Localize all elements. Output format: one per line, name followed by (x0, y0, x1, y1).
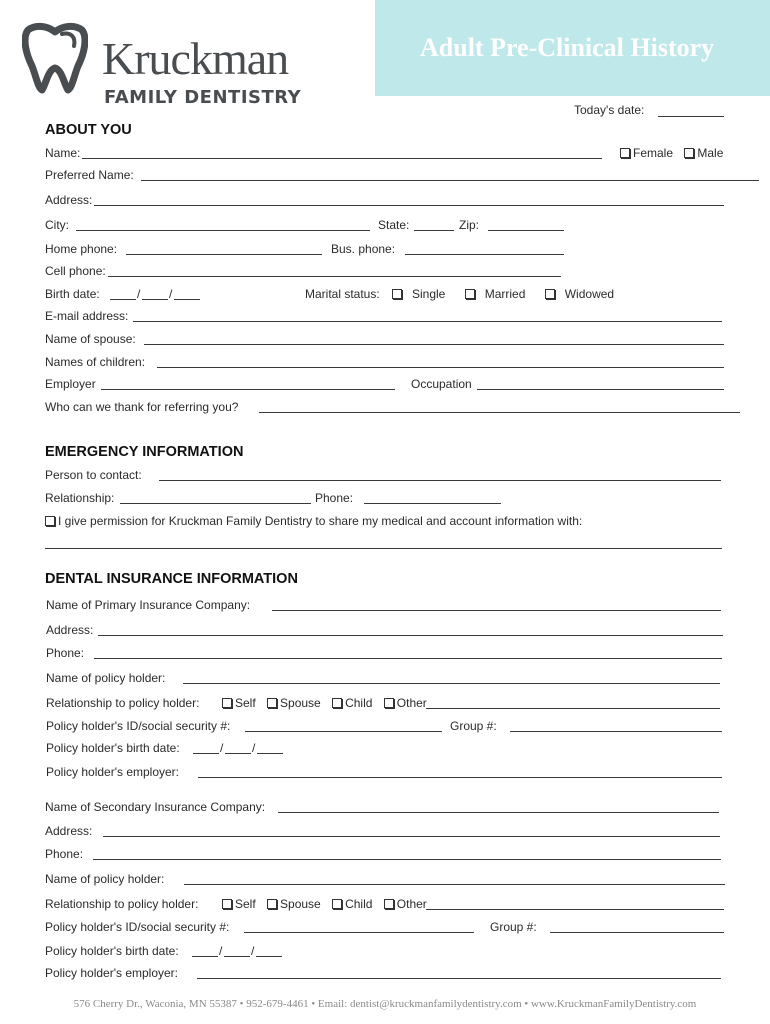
state-label: State: (378, 218, 410, 232)
primary-spouse-label: Spouse (280, 696, 321, 710)
brand-name: Kruckman (102, 33, 289, 84)
primary-self-label: Self (235, 696, 256, 710)
children-label: Names of children: (45, 355, 146, 369)
primary-other-label: Other (396, 696, 427, 710)
spouse-field[interactable] (144, 344, 724, 345)
permission-text: I give permission for Kruckman Family Dentistry to share my medical and account information with: (58, 514, 583, 528)
primary-self-checkbox[interactable] (222, 698, 232, 708)
married-checkbox[interactable] (465, 289, 475, 299)
referral-field[interactable] (259, 412, 740, 413)
secondary-id-field[interactable] (244, 932, 474, 933)
brand-subtitle: FAMILY DENTISTRY (104, 87, 302, 108)
female-label: Female (633, 146, 674, 160)
primary-phone-field[interactable] (94, 658, 722, 659)
primary-address-label: Address: (46, 623, 94, 637)
secondary-other-checkbox[interactable] (384, 899, 394, 909)
permission-row (45, 514, 582, 528)
address-field[interactable] (94, 205, 724, 206)
emergency-phone-label: Phone: (315, 491, 354, 505)
primary-id-label: Policy holder's ID/social security #: (46, 719, 231, 733)
primary-group-label: Group #: (450, 719, 497, 733)
footer-contact: 576 Cherry Dr., Waconia, MN 55387 • 952-679-4461 • Email: dentist@kruckmanfamilydentistry.com • www.KruckmanFamilyDentistry.com (73, 998, 697, 1010)
secondary-self-checkbox[interactable] (222, 899, 232, 909)
todays-date-label: Today's date: (574, 103, 645, 117)
birth-date-slash-2: / (169, 287, 173, 301)
state-field[interactable] (414, 230, 454, 231)
city-label: City: (45, 218, 69, 232)
secondary-employer-field[interactable] (197, 978, 721, 979)
todays-date-field[interactable] (658, 116, 724, 117)
preferred-name-label: Preferred Name: (45, 168, 134, 182)
primary-company-field[interactable] (272, 610, 721, 611)
primary-employer-label: Policy holder's employer: (46, 765, 180, 779)
name-label: Name: (45, 146, 81, 160)
zip-field[interactable] (488, 230, 564, 231)
permission-field[interactable] (45, 548, 722, 549)
permission-checkbox[interactable] (45, 516, 55, 526)
emergency-heading: EMERGENCY INFORMATION (45, 444, 244, 460)
primary-child-checkbox[interactable] (332, 698, 342, 708)
occupation-label: Occupation (411, 377, 472, 391)
about-heading: ABOUT YOU (45, 122, 132, 138)
secondary-address-field[interactable] (103, 836, 720, 837)
preferred-name-field[interactable] (141, 180, 759, 181)
emergency-phone-field[interactable] (364, 503, 501, 504)
secondary-spouse-label: Spouse (280, 897, 321, 911)
birth-date-slash-1: / (137, 287, 141, 301)
primary-company-label: Name of Primary Insurance Company: (46, 598, 251, 612)
primary-phone-label: Phone: (46, 646, 85, 660)
zip-label: Zip: (459, 218, 480, 232)
secondary-relationship-label: Relationship to policy holder: (45, 897, 199, 911)
secondary-company-field[interactable] (278, 812, 719, 813)
secondary-group-field[interactable] (550, 932, 724, 933)
secondary-other-label: Other (396, 897, 427, 911)
cell-phone-field[interactable] (108, 276, 561, 277)
secondary-spouse-checkbox[interactable] (267, 899, 277, 909)
married-label: Married (484, 287, 526, 301)
male-label: Male (697, 146, 724, 160)
employer-field[interactable] (101, 389, 395, 390)
female-checkbox[interactable] (620, 148, 630, 158)
contact-label: Person to contact: (45, 468, 142, 482)
secondary-holder-field[interactable] (184, 884, 725, 885)
emergency-relationship-label: Relationship: (45, 491, 115, 505)
secondary-child-checkbox[interactable] (332, 899, 342, 909)
primary-birth-label: Policy holder's birth date: (46, 741, 180, 755)
secondary-child-label: Child (345, 897, 373, 911)
gender-options (620, 146, 723, 160)
widowed-label: Widowed (564, 287, 615, 301)
primary-birth-slash-2: / (252, 741, 256, 755)
single-checkbox[interactable] (392, 289, 402, 299)
primary-child-label: Child (345, 696, 373, 710)
primary-birth-month[interactable] (193, 753, 219, 754)
primary-holder-field[interactable] (183, 683, 720, 684)
birth-year-field[interactable] (174, 299, 200, 300)
brand-logo (22, 22, 352, 108)
secondary-birth-year[interactable] (256, 956, 282, 957)
primary-address-field[interactable] (98, 635, 723, 636)
marital-status-label: Marital status: (305, 287, 380, 301)
page-title: Adult Pre-Clinical History (420, 33, 715, 62)
male-checkbox[interactable] (684, 148, 694, 158)
address-label: Address: (45, 193, 93, 207)
children-field[interactable] (157, 367, 724, 368)
primary-birth-day[interactable] (225, 753, 251, 754)
primary-relationship-label: Relationship to policy holder: (46, 696, 200, 710)
birth-month-field[interactable] (110, 299, 136, 300)
single-label: Single (412, 287, 446, 301)
primary-id-field[interactable] (245, 731, 442, 732)
secondary-group-label: Group #: (490, 920, 537, 934)
referral-label: Who can we thank for referring you? (45, 400, 239, 414)
secondary-birth-slash-1: / (219, 944, 223, 958)
secondary-other-field[interactable] (426, 909, 724, 910)
secondary-holder-label: Name of policy holder: (45, 872, 165, 886)
bus-phone-field[interactable] (405, 254, 564, 255)
employer-label: Employer (45, 377, 96, 391)
birth-day-field[interactable] (142, 299, 168, 300)
primary-employer-field[interactable] (198, 777, 722, 778)
secondary-birth-slash-2: / (251, 944, 255, 958)
primary-other-field[interactable] (426, 708, 720, 709)
primary-holder-label: Name of policy holder: (46, 671, 166, 685)
birth-date-label: Birth date: (45, 287, 100, 301)
bus-phone-label: Bus. phone: (331, 242, 396, 256)
secondary-birth-label: Policy holder's birth date: (45, 944, 179, 958)
contact-field[interactable] (159, 480, 721, 481)
secondary-birth-month[interactable] (192, 956, 218, 957)
home-phone-field[interactable] (126, 254, 322, 255)
secondary-phone-field[interactable] (93, 859, 721, 860)
insurance-heading: DENTAL INSURANCE INFORMATION (45, 571, 298, 587)
secondary-relationship-options (222, 897, 427, 911)
marital-options (392, 287, 614, 301)
secondary-address-label: Address: (45, 824, 93, 838)
title-band (375, 0, 770, 96)
cell-phone-label: Cell phone: (45, 264, 106, 278)
primary-birth-slash-1: / (220, 741, 224, 755)
secondary-birth-day[interactable] (224, 956, 250, 957)
email-field[interactable] (133, 321, 722, 322)
name-field[interactable] (82, 158, 602, 159)
primary-birth-year[interactable] (257, 753, 283, 754)
widowed-checkbox[interactable] (545, 289, 555, 299)
spouse-label: Name of spouse: (45, 332, 136, 346)
tooth-icon (22, 22, 88, 94)
emergency-relationship-field[interactable] (120, 503, 311, 504)
primary-group-field[interactable] (510, 731, 722, 732)
secondary-phone-label: Phone: (45, 847, 84, 861)
secondary-id-label: Policy holder's ID/social security #: (45, 920, 230, 934)
secondary-employer-label: Policy holder's employer: (45, 966, 179, 980)
secondary-self-label: Self (235, 897, 256, 911)
email-label: E-mail address: (45, 309, 129, 323)
primary-other-checkbox[interactable] (384, 698, 394, 708)
city-field[interactable] (76, 230, 370, 231)
primary-relationship-options (222, 696, 427, 710)
primary-spouse-checkbox[interactable] (267, 698, 277, 708)
home-phone-label: Home phone: (45, 242, 118, 256)
secondary-company-label: Name of Secondary Insurance Company: (45, 800, 266, 814)
occupation-field[interactable] (477, 389, 724, 390)
